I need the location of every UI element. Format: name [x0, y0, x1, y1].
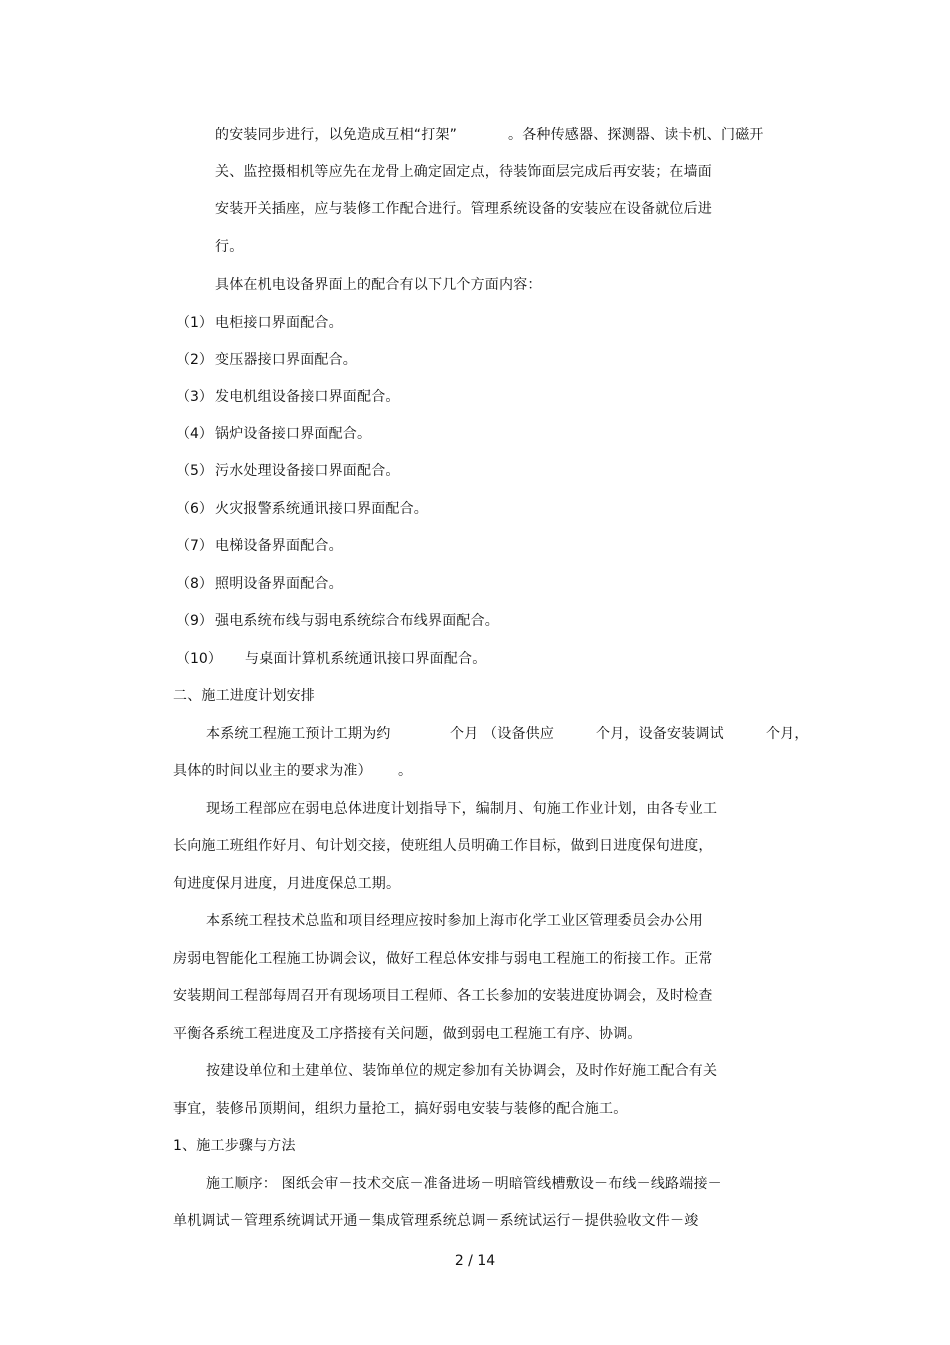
- list-item: 污水处理设备接口界面配合。: [215, 463, 400, 479]
- list-item: 电柜接口界面配合。: [215, 315, 343, 331]
- list-item-number: （3）: [176, 389, 213, 405]
- list-item: 电梯设备界面配合。: [215, 538, 343, 554]
- text-line: 长向施工班组作好月、旬计划交接，使班组人员明确工作目标，做到日进度保旬进度，: [173, 838, 713, 854]
- list-item: 变压器接口界面配合。: [215, 352, 357, 368]
- list-item-number: （10）: [176, 651, 222, 667]
- text-line: 事宜，装修吊顶期间，组织力量抢工，搞好弱电安装与装修的配合施工。: [173, 1101, 628, 1117]
- list-item: 锅炉设备接口界面配合。: [215, 426, 372, 442]
- page-number: 2 / 14: [454, 1253, 496, 1269]
- text-line: 个月，设备安装调试: [596, 726, 724, 742]
- text-line: 本系统工程施工预计工期为约: [206, 726, 391, 742]
- list-item-number: （4）: [176, 426, 213, 442]
- section-heading: 1、施工步骤与方法: [173, 1138, 296, 1154]
- list-item-number: （9）: [176, 613, 213, 629]
- list-item: 火灾报警系统通讯接口界面配合。: [215, 501, 428, 517]
- list-item-number: （6）: [176, 501, 213, 517]
- list-item-number: （7）: [176, 538, 213, 554]
- list-item: 强电系统布线与弱电系统综合布线界面配合。: [215, 613, 499, 629]
- list-item-number: （8）: [176, 576, 213, 592]
- text-line: 。: [398, 763, 413, 779]
- list-item: 与桌面计算机系统通讯接口界面配合。: [245, 651, 487, 667]
- text-line: 安装开关插座，应与装修工作配合进行。管理系统设备的安装应在设备就位后进: [215, 201, 712, 217]
- list-item: 发电机组设备接口界面配合。: [215, 389, 400, 405]
- list-item: 照明设备界面配合。: [215, 576, 343, 592]
- text-line: 平衡各系统工程进度及工序搭接有关问题，做到弱电工程施工有序、协调。: [173, 1026, 642, 1042]
- text-line: 的安装同步进行，以免造成互相“打架”: [215, 127, 458, 143]
- section-heading: 二、施工进度计划安排: [173, 688, 315, 704]
- text-line: 现场工程部应在弱电总体进度计划指导下，编制月、旬施工作业计划，由各专业工: [206, 801, 718, 817]
- text-line: 单机调试－管理系统调试开通－集成管理系统总调－系统试运行－提供验收文件－竣: [173, 1213, 699, 1229]
- text-line: 安装期间工程部每周召开有现场项目工程师、各工长参加的安装进度协调会，及时检查: [173, 988, 713, 1004]
- list-item-number: （1）: [176, 315, 213, 331]
- text-line: 个月，: [766, 726, 809, 742]
- text-line: 具体的时间以业主的要求为准）: [173, 763, 372, 779]
- text-line: 行。: [215, 239, 244, 255]
- text-line: 房弱电智能化工程施工协调会议，做好工程总体安排与弱电工程施工的衔接工作。正常: [173, 951, 713, 967]
- text-line: 本系统工程技术总监和项目经理应按时参加上海市化学工业区管理委员会办公用: [206, 913, 703, 929]
- text-line: 施工顺序： 图纸会审－技术交底－准备进场－明暗管线槽敷设－布线－线路端接－: [206, 1176, 722, 1192]
- text-line: 。各种传感器、探测器、读卡机、门磁开: [508, 127, 764, 143]
- text-line: 旬进度保月进度，月进度保总工期。: [173, 876, 401, 892]
- text-line: 关、监控摄相机等应先在龙骨上确定固定点，待装饰面层完成后再安装；在墙面: [215, 164, 712, 180]
- list-item-number: （5）: [176, 463, 213, 479]
- list-item-number: （2）: [176, 352, 213, 368]
- text-line: 个月 （设备供应: [450, 726, 555, 742]
- text-line: 按建设单位和土建单位、装饰单位的规定参加有关协调会，及时作好施工配合有关: [206, 1063, 718, 1079]
- text-line: 具体在机电设备界面上的配合有以下几个方面内容：: [215, 277, 542, 293]
